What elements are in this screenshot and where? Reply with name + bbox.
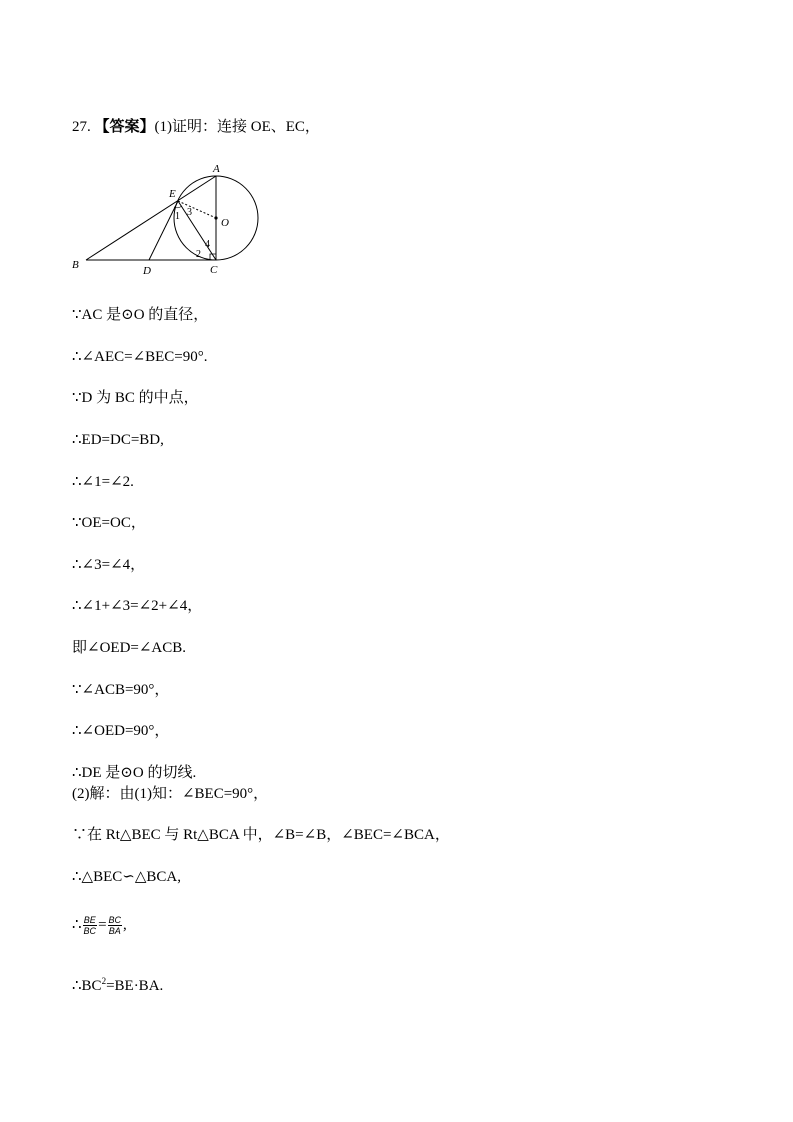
label-angle-1: 1 [175, 211, 180, 222]
step-line: ∵OE=OC， [72, 515, 146, 531]
step-line: ∴∠1+∠3=∠2+∠4， [72, 598, 203, 614]
question-header [72, 118, 320, 136]
fraction-left-num: BE [83, 915, 96, 925]
fraction-equals: = [98, 916, 107, 933]
label-o: O [221, 217, 229, 229]
step-line: ∴∠1=∠2. [72, 474, 134, 490]
step-line: ∵D 为 BC 的中点， [72, 390, 199, 406]
final-superscript: 2 [101, 976, 107, 986]
final-line [72, 972, 163, 995]
final-rest: =BE·BA. [106, 978, 164, 994]
step-line: 即∠OED=∠ACB. [72, 640, 187, 656]
step-line: ∵∠ACB=90°， [72, 682, 170, 698]
label-angle-4: 4 [205, 239, 210, 250]
fraction-right [108, 915, 123, 936]
step-line: ∴ED=DC=BD, [72, 432, 164, 448]
label-a: A [213, 163, 220, 175]
segment-ba [86, 176, 216, 260]
part1-intro: (1)证明：连接 OE、EC， [154, 119, 320, 135]
step-line: ∴∠OED=90°， [72, 723, 170, 739]
fraction-suffix: , [123, 916, 127, 933]
fraction-left-den: BC [83, 926, 97, 936]
label-angle-3: 3 [187, 207, 192, 218]
fraction-right-num: BC [108, 915, 122, 925]
step-line: ∴∠AEC=∠BEC=90°. [72, 349, 208, 365]
fraction-prefix: ∴ [72, 916, 82, 933]
step-line: ∴△BEC∽△BCA, [72, 869, 181, 885]
step-line: (2)解：由(1)知：∠BEC=90°， [72, 786, 269, 802]
step-line: ∵AC 是⊙O 的直径， [72, 307, 209, 323]
step-line: ∴∠3=∠4， [72, 557, 146, 573]
point-o [214, 216, 217, 219]
fraction-line [72, 915, 127, 936]
question-number: 27. [72, 119, 91, 135]
label-angle-2: 2 [196, 249, 201, 260]
answer-tag: 【答案】 [94, 119, 155, 135]
geometry-figure [70, 158, 270, 283]
label-d: D [143, 265, 151, 277]
fraction-right-den: BA [108, 926, 121, 936]
label-b: B [72, 259, 79, 271]
label-c: C [210, 264, 218, 276]
step-line: ∴DE 是⊙O 的切线. [72, 765, 197, 781]
fraction-left [83, 915, 98, 936]
step-line: ∵在 Rt△BEC 与 Rt△BCA 中，∠B=∠B，∠BEC=∠BCA， [72, 827, 450, 843]
final-prefix: ∴BC [72, 978, 102, 994]
label-e: E [169, 188, 176, 200]
